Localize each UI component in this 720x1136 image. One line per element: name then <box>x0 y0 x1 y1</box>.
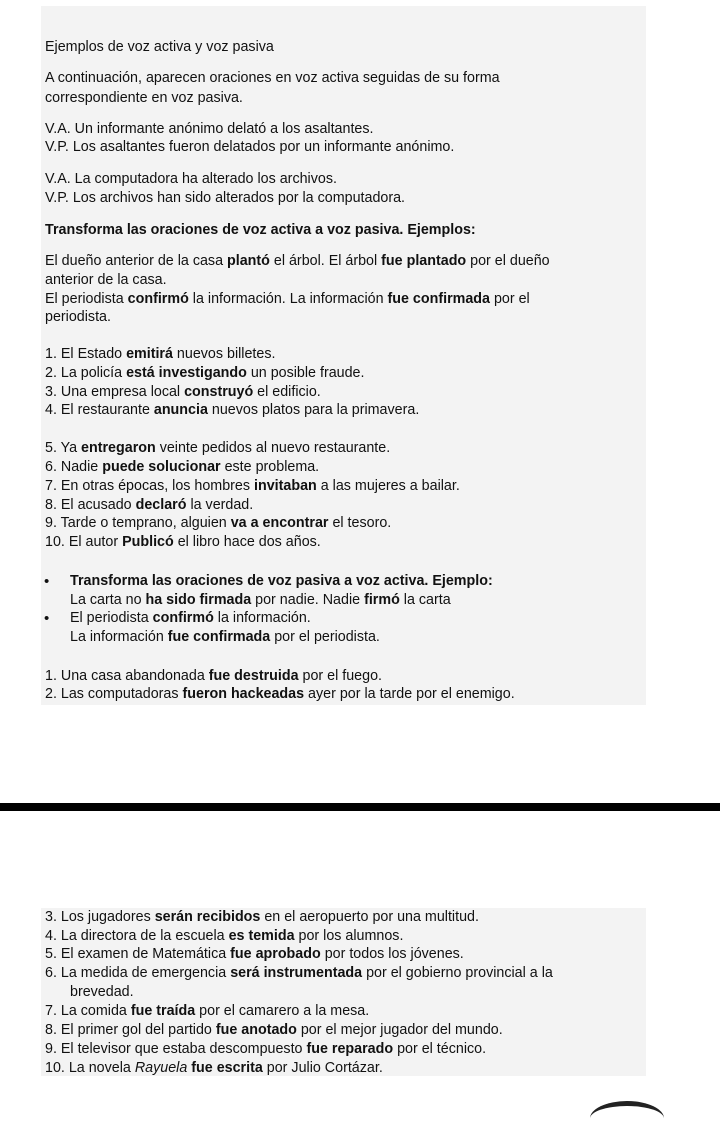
text-line <box>45 272 167 289</box>
bold-verb: emitirá <box>126 346 173 362</box>
text-run: Ejemplos de voz activa y voz pasiva <box>45 39 274 55</box>
bold-verb: será instrumentada <box>230 965 363 981</box>
bold-verb: firmó <box>364 592 400 608</box>
text-line <box>45 440 390 457</box>
text-line <box>45 346 275 363</box>
bold-verb: Publicó <box>122 534 174 550</box>
text-run: 2. Las computadoras <box>45 686 183 702</box>
bold-verb: fue confirmada <box>387 291 490 307</box>
text-line <box>45 946 464 963</box>
text-line <box>45 1003 369 1020</box>
text-run: este problema. <box>220 459 320 475</box>
bold-verb: confirmó <box>152 610 214 626</box>
text-run: 10. El autor <box>45 534 123 550</box>
text-line <box>45 909 479 926</box>
text-line <box>70 573 493 590</box>
text-run: por el dueño <box>466 253 550 269</box>
bold-verb: puede solucionar <box>102 459 221 475</box>
bold-verb: fue anotado <box>215 1022 297 1038</box>
bold-verb: está investigando <box>126 365 247 381</box>
text-line <box>70 629 380 646</box>
text-line <box>45 139 454 156</box>
text-run: la información. <box>213 610 311 626</box>
text-run: el libro hace dos años. <box>173 534 321 550</box>
text-run: brevedad. <box>70 984 134 1000</box>
text-run: anterior de la casa. <box>45 272 167 288</box>
text-run: V.P. Los archivos han sido alterados por la computadora. <box>45 190 406 206</box>
text-run: La carta no <box>70 592 146 608</box>
bold-verb: fue escrita <box>191 1060 263 1076</box>
bullet-icon: • <box>44 573 50 590</box>
bold-verb: ha sido firmada <box>145 592 252 608</box>
text-run: periodista. <box>45 309 111 325</box>
bold-verb: Transforma las oraciones de voz pasiva a voz activa. Ejemplo: <box>70 573 493 589</box>
text-run: por todos los jóvenes. <box>320 946 464 962</box>
text-run: 7. En otras épocas, los hombres <box>45 478 255 494</box>
text-line <box>45 171 337 188</box>
text-run: el edificio. <box>253 384 321 400</box>
page-divider <box>0 803 720 811</box>
text-run: el árbol. El árbol <box>269 253 382 269</box>
text-line <box>45 534 321 551</box>
text-run: 9. El televisor que estaba descompuesto <box>45 1041 307 1057</box>
text-run: 5. Ya <box>45 440 82 456</box>
text-run: El periodista <box>70 610 153 626</box>
text-run: por nadie. Nadie <box>251 592 365 608</box>
text-run: A continuación, aparecen oraciones en voz activa seguidas de su forma <box>45 70 500 86</box>
text-run: por el gobierno provincial a la <box>362 965 553 981</box>
text-line <box>45 668 382 685</box>
text-line <box>45 291 530 308</box>
text-run: por los alumnos. <box>294 928 404 944</box>
bullet-icon: • <box>44 610 50 627</box>
text-line <box>45 365 364 382</box>
bold-verb: Transforma las oraciones de voz activa a voz pasiva. Ejemplos: <box>45 222 476 238</box>
text-run: por el <box>489 291 530 307</box>
text-run: 6. La medida de emergencia <box>45 965 231 981</box>
bold-verb: anuncia <box>153 402 208 418</box>
bold-verb: plantó <box>227 253 270 269</box>
text-run: 2. La policía <box>45 365 127 381</box>
text-line <box>45 497 253 514</box>
bold-verb: confirmó <box>127 291 189 307</box>
bold-verb: fue traída <box>130 1003 196 1019</box>
text-run: 8. El acusado <box>45 497 136 513</box>
text-line <box>45 384 321 401</box>
text-run: 6. Nadie <box>45 459 103 475</box>
text-run: 3. Una empresa local <box>45 384 185 400</box>
text-line <box>70 610 311 627</box>
text-line <box>45 402 419 419</box>
text-line <box>45 459 319 476</box>
text-line <box>45 1041 486 1058</box>
text-run: V.A. La computadora ha alterado los archivos. <box>45 171 337 187</box>
text-line <box>45 190 405 207</box>
text-line <box>45 965 553 982</box>
text-run: nuevos platos para la primavera. <box>207 402 420 418</box>
text-line <box>70 984 134 1001</box>
text-run: ayer por la tarde por el enemigo. <box>304 686 515 702</box>
bold-verb: fueron hackeadas <box>182 686 305 702</box>
text-run: correspondiente en voz pasiva. <box>45 90 243 106</box>
text-run: por el técnico. <box>393 1041 487 1057</box>
text-run: por el periodista. <box>270 629 380 645</box>
text-run: 9. Tarde o temprano, alguien <box>45 515 231 531</box>
bold-verb: fue reparado <box>306 1041 394 1057</box>
text-run: 4. La directora de la escuela <box>45 928 229 944</box>
text-run: en el aeropuerto por una multitud. <box>260 909 479 925</box>
text-run: 1. El Estado <box>45 346 127 362</box>
text-run: V.A. Un informante anónimo delató a los asaltantes. <box>45 121 374 137</box>
text-run: El periodista <box>45 291 128 307</box>
text-line <box>45 478 460 495</box>
text-line <box>45 121 374 138</box>
text-line <box>45 515 391 532</box>
text-run: veinte pedidos al nuevo restaurante. <box>155 440 391 456</box>
text-run: por el fuego. <box>298 668 383 684</box>
text-line <box>45 90 243 107</box>
bold-verb: fue plantado <box>381 253 467 269</box>
text-run: El dueño anterior de la casa <box>45 253 228 269</box>
text-run: la carta <box>399 592 451 608</box>
text-line <box>45 686 515 703</box>
text-run: nuevos billetes. <box>172 346 276 362</box>
bold-verb: construyó <box>184 384 254 400</box>
cropped-object <box>590 1101 664 1136</box>
text-run: 7. La comida <box>45 1003 131 1019</box>
text-run: V.P. Los asaltantes fueron delatados por un informante anónimo. <box>45 139 455 155</box>
bold-verb: invitaban <box>254 478 317 494</box>
text-run: La información <box>70 629 168 645</box>
text-line <box>45 309 111 326</box>
text-line <box>45 70 500 87</box>
text-line <box>45 253 550 270</box>
text-run: la verdad. <box>186 497 254 513</box>
bold-verb: va a encontrar <box>230 515 329 531</box>
text-line <box>45 222 476 239</box>
bold-verb: entregaron <box>81 440 156 456</box>
bold-verb: fue confirmada <box>167 629 271 645</box>
text-run: Rayuela <box>134 1060 188 1076</box>
text-run: 5. El examen de Matemática <box>45 946 231 962</box>
text-run: 8. El primer gol del partido <box>45 1022 216 1038</box>
bold-verb: fue destruida <box>208 668 299 684</box>
text-line <box>70 592 451 609</box>
text-run: por el camarero a la mesa. <box>195 1003 370 1019</box>
text-line <box>45 1022 503 1039</box>
text-run: a las mujeres a bailar. <box>316 478 460 494</box>
text-run: la información. La información <box>188 291 388 307</box>
bold-verb: declaró <box>135 497 187 513</box>
text-run: el tesoro. <box>328 515 392 531</box>
text-line <box>45 39 274 56</box>
bold-verb: fue aprobado <box>230 946 321 962</box>
bold-verb: es temida <box>228 928 295 944</box>
text-run: 3. Los jugadores <box>45 909 155 925</box>
text-run: un posible fraude. <box>246 365 365 381</box>
text-run: por el mejor jugador del mundo. <box>296 1022 503 1038</box>
text-run: 1. Una casa abandonada <box>45 668 209 684</box>
text-run: por Julio Cortázar. <box>262 1060 383 1076</box>
text-line <box>45 1060 383 1077</box>
text-run: 4. El restaurante <box>45 402 154 418</box>
bold-verb: serán recibidos <box>154 909 261 925</box>
text-run: 10. La novela <box>45 1060 135 1076</box>
text-line <box>45 928 403 945</box>
